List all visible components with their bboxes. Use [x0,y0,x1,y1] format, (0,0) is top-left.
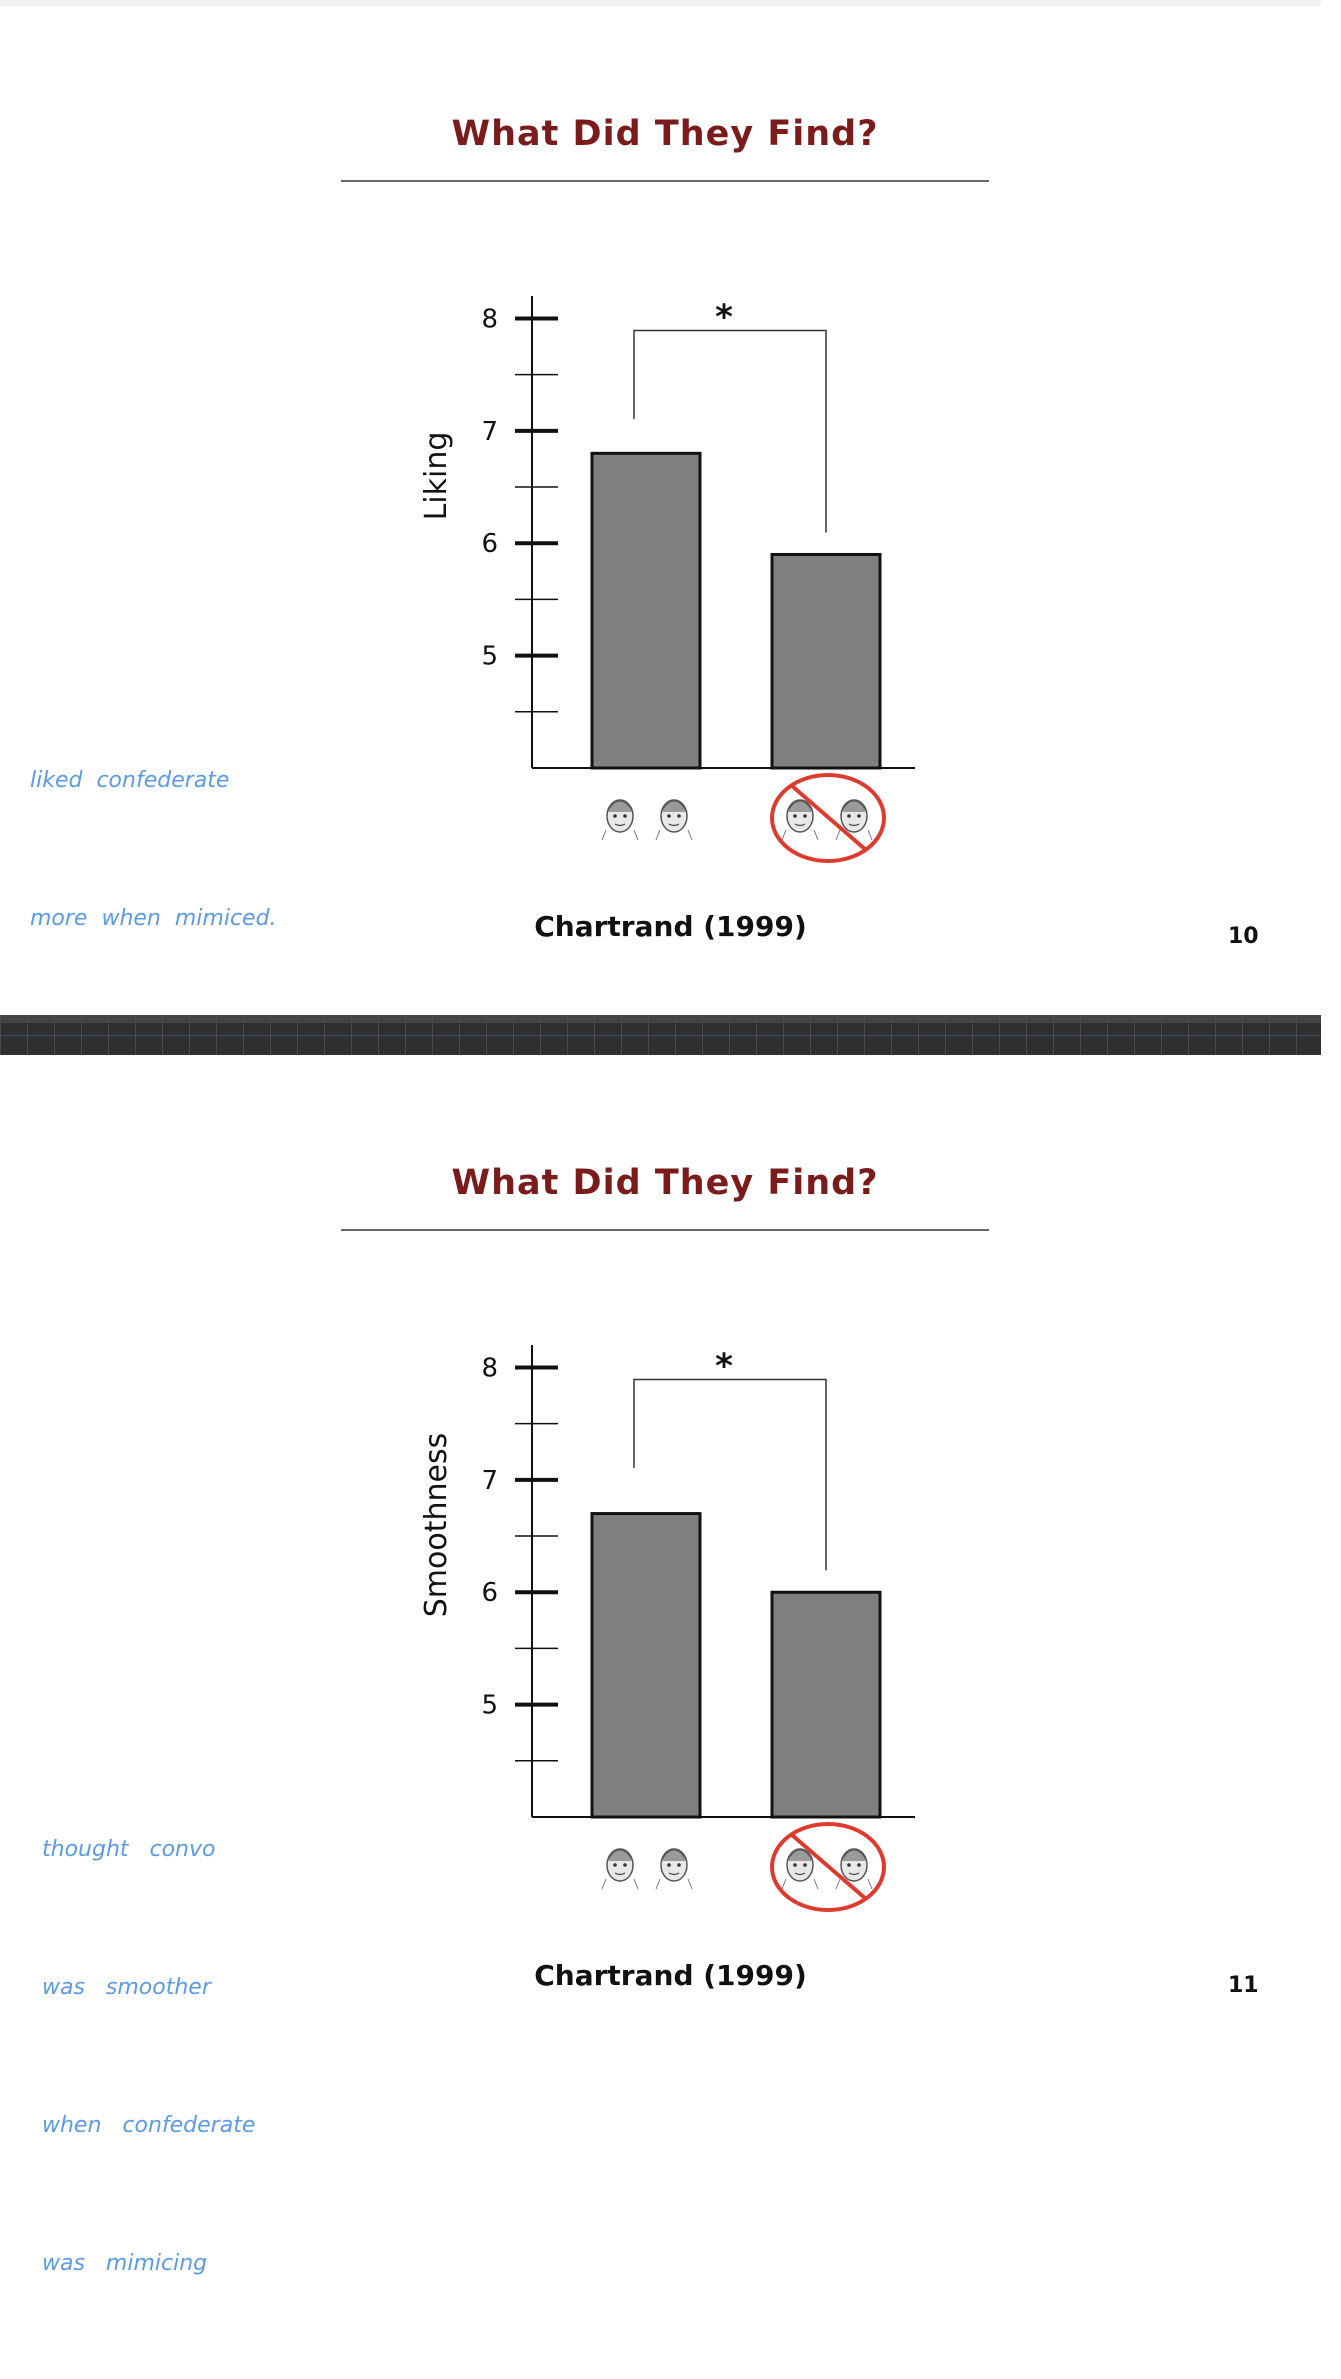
divider-cell [783,1015,784,1055]
face-icon [602,800,638,840]
divider-cell [918,1015,919,1055]
divider-cell [513,1015,514,1055]
y-tick-label: 7 [481,1465,498,1496]
note-line: was mimicing [42,2251,208,2276]
divider-cell [972,1015,973,1055]
slide-title: What Did They Find? [451,114,879,154]
face-eye [793,1863,797,1867]
two-faces-icon [602,800,692,840]
divider-cell [54,1015,55,1055]
divider-cell [81,1015,82,1055]
divider-cell [648,1015,649,1055]
divider-cell [243,1015,244,1055]
divider-cell [1215,1015,1216,1055]
divider-cell [27,1015,28,1055]
divider-cell [1080,1015,1081,1055]
divider-cell [675,1015,676,1055]
y-tick-label: 8 [481,304,498,335]
face-eye [667,1863,671,1867]
face-eye [667,814,671,818]
divider-cell [864,1015,865,1055]
y-axis-label: Liking [419,431,454,521]
bar [592,453,700,768]
face-hair [661,1850,687,1861]
face-eye [623,814,627,818]
divider-cell [1026,1015,1027,1055]
chart-svg [380,276,940,876]
y-tick-label: 7 [481,416,498,447]
divider-cell [324,1015,325,1055]
smoothness-bar-chart [380,1325,940,1925]
slide-divider [0,1015,1321,1055]
y-tick-label: 8 [481,1353,498,1384]
divider-cell [1161,1015,1162,1055]
face-icon [602,1849,638,1889]
face-eye [847,814,851,818]
citation: Chartrand (1999) [534,1959,807,1992]
divider-cell [837,1015,838,1055]
divider-cell [189,1015,190,1055]
chart-svg [380,1325,940,1925]
face-icon [656,1849,692,1889]
bar [592,1514,700,1817]
divider-cell [486,1015,487,1055]
slide-title: What Did They Find? [451,1163,879,1203]
y-tick-label: 6 [481,529,498,560]
liking-bar-chart [380,276,940,876]
face-eye [677,814,681,818]
y-tick-label: 5 [481,1690,498,1721]
face-hair [661,801,687,812]
divider-cell [135,1015,136,1055]
face-eye [623,1863,627,1867]
slide-11 [0,1055,1321,2276]
page-number: 11 [1228,1973,1259,1998]
bar [772,554,880,768]
divider-cell [810,1015,811,1055]
note-line: thought convo [42,1837,216,1862]
face-eye [613,1863,617,1867]
note-line: liked confederate [30,768,230,793]
divider-cell [702,1015,703,1055]
y-axis-label: Smoothness [419,1432,454,1618]
divider-cell [621,1015,622,1055]
face-icon [836,800,872,840]
face-eye [847,1863,851,1867]
divider-cell [162,1015,163,1055]
face-hair [607,1850,633,1861]
divider-cell [1296,1015,1297,1055]
face-hair [841,1850,867,1861]
note-line: was smoother [42,1975,211,2000]
face-eye [793,814,797,818]
two-faces-icon [602,1849,692,1889]
two-faces-crossed-out-icon [772,775,884,861]
divider-cell [1269,1015,1270,1055]
title-rule [341,180,989,182]
divider-cell [108,1015,109,1055]
page-number: 10 [1228,924,1259,949]
title-rule [341,1229,989,1231]
significance-star: * [715,1346,733,1387]
divider-cell [216,1015,217,1055]
face-eye [857,814,861,818]
face-eye [613,814,617,818]
slide-10 [0,0,1321,1015]
y-tick-label: 5 [481,641,498,672]
divider-cell [1107,1015,1108,1055]
note-line: more when mimiced. [30,906,277,931]
face-icon [656,800,692,840]
divider-cell [729,1015,730,1055]
divider-cell [567,1015,568,1055]
divider-cell [999,1015,1000,1055]
divider-cell [0,1015,1,1055]
divider-cell [891,1015,892,1055]
divider-cell [351,1015,352,1055]
divider-cell [405,1015,406,1055]
handwritten-note [42,1735,255,2379]
divider-cell [1134,1015,1135,1055]
divider-cell [378,1015,379,1055]
bar [772,1592,880,1817]
citation: Chartrand (1999) [534,910,807,943]
divider-cell [594,1015,595,1055]
face-eye [857,1863,861,1867]
face-icon [836,1849,872,1889]
divider-band [0,1015,1321,1023]
face-hair [841,801,867,812]
divider-cell [270,1015,271,1055]
significance-star: * [715,297,733,338]
divider-line [0,1035,1321,1036]
divider-cell [1188,1015,1189,1055]
divider-cell [540,1015,541,1055]
divider-cell [432,1015,433,1055]
face-eye [803,1863,807,1867]
face-eye [803,814,807,818]
divider-cell [459,1015,460,1055]
y-tick-label: 6 [481,1578,498,1609]
divider-cell [297,1015,298,1055]
two-faces-crossed-out-icon [772,1824,884,1910]
handwritten-note [30,666,277,1034]
divider-cell [756,1015,757,1055]
divider-cell [1242,1015,1243,1055]
divider-cell [1053,1015,1054,1055]
divider-cell [945,1015,946,1055]
face-hair [607,801,633,812]
face-eye [677,1863,681,1867]
note-line: when confederate [42,2113,256,2138]
